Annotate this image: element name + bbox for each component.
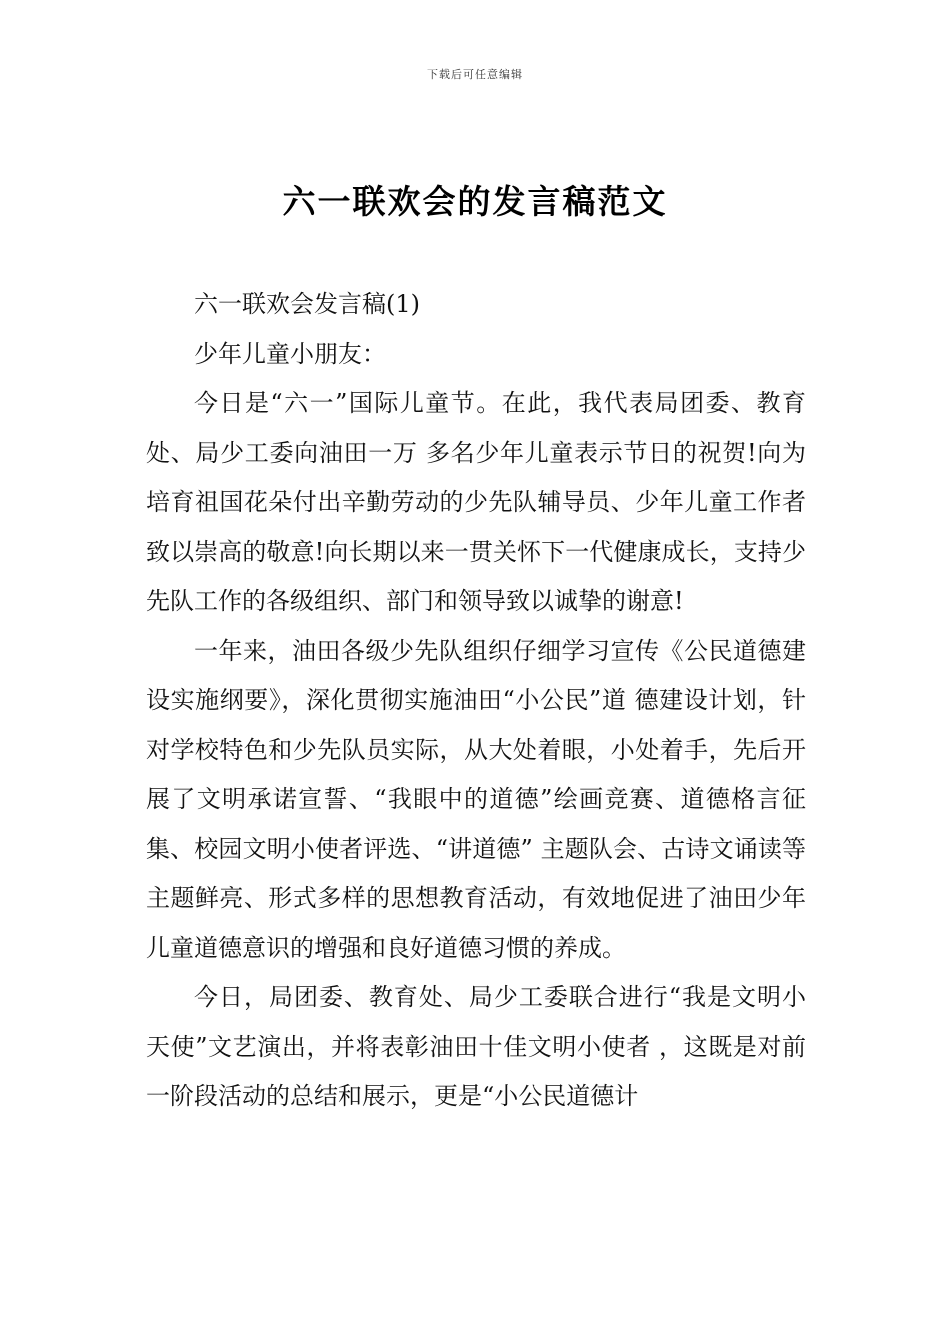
page-header-note: 下载后可任意编辑 [427, 68, 523, 81]
paragraph-today: 今日，局团委、教育处、局少工委联合进行“我是文明小天使”文艺演出，并将表彰油田十佳文明小使者 ，这既是对前一阶段活动的总结和展示，更是“小公民道德计 [146, 983, 806, 1110]
document-body [146, 280, 806, 1122]
document-title: 六一联欢会的发言稿范文 [282, 182, 668, 221]
paragraph-greeting: 今日是“六一”国际儿童节。在此，我代表局团委、教育处、局少工委向油田一万 多名少年儿童表示节日的祝贺!向为培育祖国花朵付出辛勤劳动的少先队辅导员、少年儿童工作者致以崇高的敬意!向长期以来一贯关怀下一代健康成长，支持少先队工作的各级组织、部门和领导致以诚挚的谢意! [146, 389, 806, 615]
paragraph-subtitle: 六一联欢会发言稿(1) [194, 290, 420, 318]
paragraph-salutation: 少年儿童小朋友： [194, 339, 386, 368]
paragraph-achievements: 一年来，油田各级少先队组织仔细学习宣传《公民道德建设实施纲要》，深化贯彻实施油田“小公民”道 德建设计划，针对学校特色和少先队员实际，从大处着眼，小处着手，先后开展了文明承诺宣誓、“我眼中的道德”绘画竞赛、道德格言征集、校园文明小使者评选、“讲道德” 主题队会、古诗文诵读等主题鲜亮、形式多样的思想教育活动，有效地促进了油田少年儿童道德意识的增强和良好道德习惯的养成。 [146, 636, 806, 962]
